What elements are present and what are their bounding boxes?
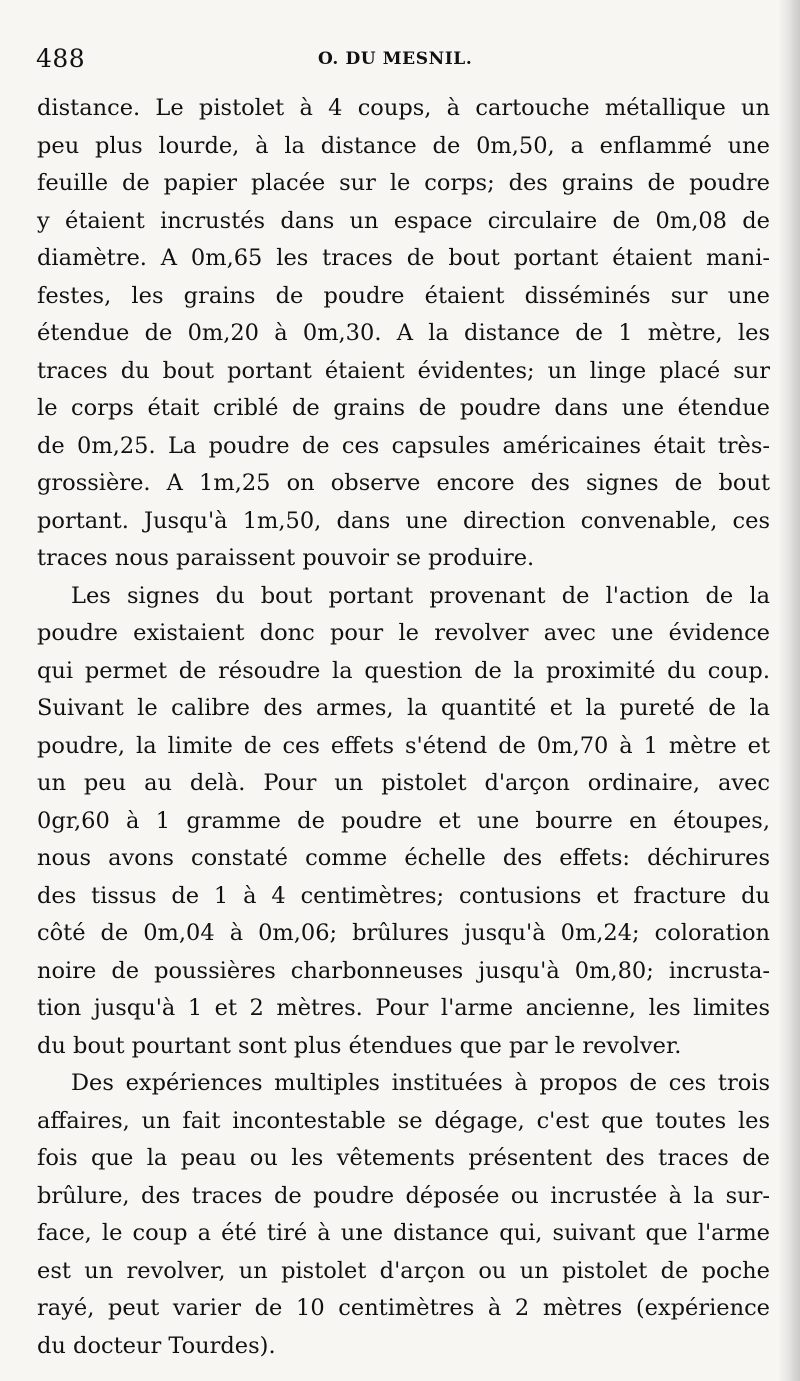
text-line: face, le coup a été tiré à une distance qui, suivant que l'arme	[37, 1220, 770, 1246]
text-line: Suivant le calibre des armes, la quantité et la pureté de la	[37, 695, 770, 721]
running-head: O. DU MESNIL.	[318, 49, 473, 69]
paragraph-3	[37, 1065, 770, 1365]
text-line: Des expériences multiples instituées à propos de ces trois	[71, 1070, 770, 1096]
text-line: peu plus lourde, à la distance de 0m,50, a enflammé une	[37, 132, 770, 159]
text-line: un peu au delà. Pour un pistolet d'arçon ordinaire, avec	[37, 770, 770, 796]
text-line: 0gr,60 à 1 gramme de poudre et une bourre en étoupes,	[37, 807, 770, 834]
text-line: qui permet de résoudre la question de la proximité du coup.	[37, 657, 770, 684]
text-line: traces nous paraissent pouvoir se produire.	[37, 545, 535, 571]
text-line: fois que la peau ou les vêtements présentent des traces de	[37, 1145, 770, 1171]
text-line: festes, les grains de poudre étaient disséminés sur une	[37, 282, 770, 309]
body-text	[37, 90, 770, 1365]
page-edge-shadow	[778, 0, 800, 1381]
text-line: distance. Le pistolet à 4 coups, à cartouche métallique un	[37, 95, 770, 121]
text-line: est un revolver, un pistolet d'arçon ou un pistolet de poche	[37, 1257, 770, 1284]
text-line: poudre, la limite de ces effets s'étend de 0m,70 à 1 mètre et	[37, 732, 770, 759]
page-header	[36, 44, 766, 84]
text-line: étendue de 0m,20 à 0m,30. A la distance de 1 mètre, les	[37, 320, 770, 346]
text-line: poudre existaient donc pour le revolver avec une évidence	[37, 620, 770, 646]
text-line: nous avons constaté comme échelle des effets: déchirures	[37, 845, 770, 871]
paragraph-2	[37, 578, 770, 1066]
text-line: y étaient incrustés dans un espace circulaire de 0m,08 de	[37, 207, 770, 234]
text-line: grossière. A 1m,25 on observe encore des signes de bout	[37, 470, 770, 496]
text-line: portant. Jusqu'à 1m,50, dans une direction convenable, ces	[37, 507, 770, 534]
text-line: du docteur Tourdes).	[37, 1332, 276, 1359]
paragraph-1	[37, 90, 770, 578]
text-line: côté de 0m,04 à 0m,06; brûlures jusqu'à 0m,24; coloration	[37, 920, 770, 946]
text-line: noire de poussières charbonneuses jusqu'à 0m,80; incrusta-	[37, 957, 770, 984]
text-line: Les signes du bout portant provenant de l'action de la	[71, 582, 770, 609]
text-line: brûlure, des traces de poudre déposée ou incrustée à la sur-	[37, 1182, 770, 1209]
text-line: traces du bout portant étaient évidentes; un linge placé sur	[37, 357, 770, 384]
text-line: rayé, peut varier de 10 centimètres à 2 mètres (expérience	[37, 1295, 770, 1321]
text-line: du bout pourtant sont plus étendues que par le revolver.	[37, 1032, 682, 1059]
text-line: tion jusqu'à 1 et 2 mètres. Pour l'arme ancienne, les limites	[37, 995, 770, 1021]
text-line: feuille de papier placée sur le corps; des grains de poudre	[37, 170, 770, 196]
page-number: 488	[36, 44, 86, 73]
text-line: de 0m,25. La poudre de ces capsules américaines était très-	[37, 432, 770, 459]
text-line: affaires, un fait incontestable se dégage, c'est que toutes les	[37, 1107, 770, 1134]
text-line: des tissus de 1 à 4 centimètres; contusions et fracture du	[37, 882, 770, 909]
text-line: le corps était criblé de grains de poudre dans une étendue	[37, 395, 770, 421]
text-line: diamètre. A 0m,65 les traces de bout portant étaient mani-	[37, 245, 770, 271]
